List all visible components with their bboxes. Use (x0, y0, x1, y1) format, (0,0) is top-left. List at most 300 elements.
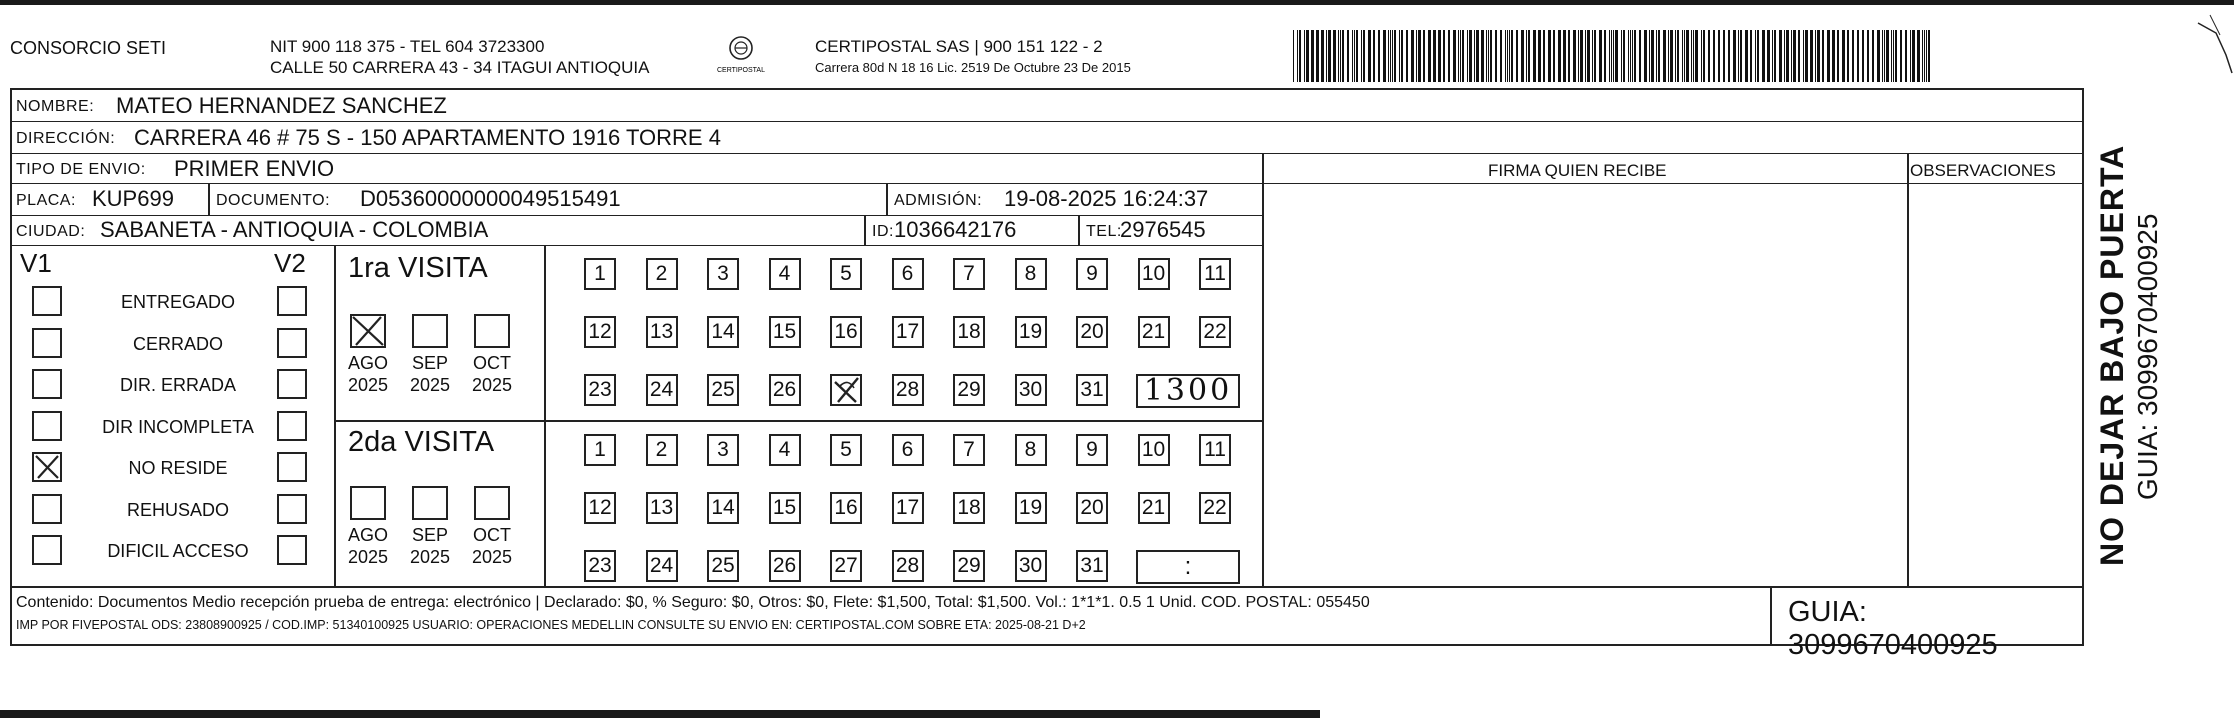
recipient-name: MATEO HERNANDEZ SANCHEZ (116, 93, 447, 118)
day-checkbox[interactable]: 7 (953, 434, 985, 466)
month-checkbox[interactable] (474, 486, 510, 520)
barcode (1293, 30, 1933, 82)
id-label: ID: (872, 223, 894, 240)
day-checkbox[interactable]: 16 (830, 316, 862, 348)
barcode-bar (1615, 30, 1618, 82)
barcode-bar (1793, 30, 1796, 82)
barcode-bar (1293, 30, 1294, 82)
barcode-bar (1368, 30, 1371, 82)
v1-checkbox[interactable] (32, 328, 62, 358)
barcode-bar (1708, 30, 1710, 82)
barcode-bar (1333, 30, 1336, 82)
day-checkbox[interactable]: 6 (892, 258, 924, 290)
barcode-bar (1822, 30, 1824, 82)
barcode-bar (1738, 30, 1739, 82)
name-label: NOMBRE: (16, 98, 95, 115)
barcode-bar (1548, 30, 1551, 82)
day-checkbox[interactable]: 26 (769, 550, 801, 582)
tel-value: 2976545 (1120, 217, 1206, 242)
day-checkbox[interactable]: 21 (1138, 316, 1170, 348)
city-value: SABANETA - ANTIOQUIA - COLOMBIA (100, 217, 489, 242)
barcode-bar (1867, 30, 1869, 82)
day-checkbox[interactable] (830, 374, 862, 406)
first-visit-title: 1ra VISITA (348, 252, 488, 284)
month-checkbox[interactable] (474, 314, 510, 348)
shipment-type-row (12, 154, 2084, 184)
day-checkbox[interactable]: 23 (584, 374, 616, 406)
day-checkbox[interactable]: 8 (1015, 258, 1047, 290)
barcode-bar (1668, 30, 1669, 82)
barcode-bar (1392, 30, 1393, 82)
month-checkbox[interactable] (412, 486, 448, 520)
barcode-bar (1490, 30, 1492, 82)
barcode-bar (1762, 30, 1765, 82)
barcode-bar (1658, 30, 1660, 82)
barcode-bar (1326, 30, 1327, 82)
barcode-bar (1563, 30, 1566, 82)
day-checkbox[interactable]: 31 (1076, 550, 1108, 582)
barcode-bar (1573, 30, 1576, 82)
barcode-bar (1670, 30, 1673, 82)
month-checkbox[interactable] (412, 314, 448, 348)
barcode-bar (1406, 30, 1408, 82)
reason-label: DIR. ERRADA (119, 375, 236, 395)
admission-label: ADMISIÓN: (894, 192, 983, 209)
day-checkbox[interactable]: 28 (892, 550, 924, 582)
month-label (401, 352, 459, 396)
barcode-bar (1733, 30, 1736, 82)
reason-label: REHUSADO (126, 499, 229, 520)
month-label (401, 524, 459, 568)
day-checkbox[interactable]: 10 (1138, 258, 1170, 290)
barcode-bar (1558, 30, 1561, 82)
delivery-form (10, 88, 2084, 661)
city-label: CIUDAD: (16, 223, 86, 240)
barcode-bar (1486, 30, 1487, 82)
barcode-bar (1538, 30, 1541, 82)
city-row (12, 216, 1262, 246)
barcode-bar (1526, 30, 1527, 82)
barcode-bar (1632, 30, 1633, 82)
barcode-bar (1568, 30, 1570, 82)
day-checkbox[interactable]: 14 (707, 316, 739, 348)
day-checkbox[interactable]: 15 (769, 492, 801, 524)
day-checkbox[interactable]: 25 (707, 550, 739, 582)
day-checkbox[interactable]: 19 (1015, 492, 1047, 524)
barcode-bar (1745, 30, 1748, 82)
certipostal-line: CERTIPOSTAL SAS | 900 151 122 - 2 (815, 37, 1103, 56)
day-checkbox[interactable]: 9 (1076, 434, 1108, 466)
barcode-bar (1609, 30, 1610, 82)
month-year: 2025 (409, 375, 451, 395)
barcode-bar (1328, 30, 1331, 82)
v1-checkbox[interactable] (32, 286, 62, 316)
v2-checkbox[interactable] (277, 328, 307, 358)
barcode-bar (1416, 30, 1417, 82)
barcode-bar (1827, 30, 1830, 82)
barcode-bar (1877, 30, 1880, 82)
observations-header: OBSERVACIONES (1910, 161, 2056, 180)
barcode-bar (1338, 30, 1339, 82)
day-checkbox[interactable]: 30 (1015, 374, 1047, 406)
barcode-bar (1842, 30, 1845, 82)
barcode-bar (1713, 30, 1715, 82)
side-warning: NO DEJAR BAJO PUERTA (2094, 144, 2130, 566)
day-checkbox[interactable]: 24 (646, 550, 678, 582)
barcode-bar (1857, 30, 1859, 82)
barcode-bar (1453, 30, 1456, 82)
imp-line: IMP POR FIVEPOSTAL ODS: 23808900925 / COD.IMP: 51340100925 USUARIO: OPERACIONES MEDELLIN CONSULTE SU ENVIO EN: CERTIPOSTAL.COM SOBRE ETA: 2025-08-21 D+2 (16, 618, 1086, 632)
barcode-bar (1767, 30, 1770, 82)
day-checkbox[interactable]: 5 (830, 434, 862, 466)
barcode-bar (1383, 30, 1386, 82)
barcode-bar (1401, 30, 1403, 82)
barcode-bar (1886, 30, 1889, 82)
barcode-bar (1686, 30, 1689, 82)
barcode-bar (1378, 30, 1380, 82)
time-box[interactable]: 1300 (1136, 374, 1240, 408)
v2-checkbox[interactable] (277, 494, 307, 524)
barcode-bar (1750, 30, 1752, 82)
barcode-bar (1342, 30, 1344, 82)
day-checkbox[interactable]: 14 (707, 492, 739, 524)
barcode-bar (1912, 30, 1915, 82)
barcode-bar (1872, 30, 1874, 82)
v2-checkbox[interactable] (277, 286, 307, 316)
barcode-bar (1297, 30, 1298, 82)
corner-fold-mark (2196, 5, 2234, 75)
shipment-type: PRIMER ENVIO (174, 156, 335, 181)
plate-value: KUP699 (92, 186, 174, 211)
barcode-bar (1594, 30, 1596, 82)
month-year: 2025 (471, 547, 513, 567)
barcode-bar (1621, 30, 1622, 82)
v2-label: V2 (274, 248, 306, 278)
barcode-bar (1460, 30, 1461, 82)
barcode-bar (1394, 30, 1396, 82)
name-row (12, 90, 2084, 122)
v1-label: V1 (20, 248, 52, 278)
barcode-bar (1639, 30, 1641, 82)
barcode-bar (1922, 30, 1923, 82)
day-checkbox[interactable]: 28 (892, 374, 924, 406)
barcode-bar (1728, 30, 1730, 82)
day-checkbox[interactable]: 21 (1138, 492, 1170, 524)
day-checkbox[interactable]: 20 (1076, 316, 1108, 348)
address-row (12, 122, 2084, 154)
month-year: 2025 (471, 375, 513, 395)
barcode-bar (1390, 30, 1391, 82)
day-checkbox[interactable]: 31 (1076, 374, 1108, 406)
barcode-bar (1893, 30, 1894, 82)
barcode-bar (1580, 30, 1583, 82)
day-checkbox[interactable]: 11 (1199, 258, 1231, 290)
barcode-bar (1832, 30, 1835, 82)
barcode-bar (1882, 30, 1883, 82)
recipient-address: CARRERA 46 # 75 S - 150 APARTAMENTO 1916 TORRE 4 (134, 125, 721, 150)
day-checkbox[interactable]: 22 (1199, 316, 1231, 348)
v1-checkbox[interactable] (32, 494, 62, 524)
day-checkbox[interactable]: 12 (584, 316, 616, 348)
barcode-bar (1352, 30, 1353, 82)
day-checkbox[interactable]: 6 (892, 434, 924, 466)
day-checkbox[interactable]: 13 (646, 492, 678, 524)
day-checkbox[interactable]: 18 (953, 316, 985, 348)
barcode-bar (1361, 30, 1362, 82)
barcode-bar (1691, 30, 1692, 82)
barcode-bar (1509, 30, 1510, 82)
plate-row (12, 184, 1262, 216)
barcode-bar (1611, 30, 1612, 82)
certipostal-logo (706, 32, 776, 78)
barcode-bar (1623, 30, 1625, 82)
barcode-bar (1905, 30, 1907, 82)
month-name: AGO (347, 353, 388, 373)
time-box[interactable]: : (1136, 550, 1240, 584)
v1-checkbox[interactable] (32, 369, 62, 399)
barcode-bar (1656, 30, 1657, 82)
plate-label: PLACA: (16, 192, 76, 209)
day-checkbox[interactable]: 24 (646, 374, 678, 406)
barcode-bar (1924, 30, 1925, 82)
barcode-bar (1784, 30, 1785, 82)
day-checkbox[interactable]: 17 (892, 492, 924, 524)
barcode-bar (1723, 30, 1725, 82)
day-checkbox[interactable]: 9 (1076, 258, 1108, 290)
admission-value: 19-08-2025 16:24:37 (1004, 186, 1209, 211)
barcode-bar (1469, 30, 1472, 82)
barcode-bar (1476, 30, 1479, 82)
barcode-bar (1891, 30, 1892, 82)
month-name: OCT (473, 525, 511, 545)
top-border-line (0, 0, 2234, 5)
barcode-bar (1772, 30, 1773, 82)
barcode-bar (1693, 30, 1694, 82)
month-name: SEP (411, 353, 449, 373)
bottom-border-line (0, 710, 1320, 718)
month-year: 2025 (409, 547, 451, 567)
barcode-bar (1399, 30, 1400, 82)
barcode-bar (1448, 30, 1450, 82)
day-checkbox[interactable]: 3 (707, 258, 739, 290)
barcode-bar (1798, 30, 1800, 82)
barcode-bar (1481, 30, 1484, 82)
reason-label: NO RESIDE (128, 458, 228, 478)
barcode-bar (1910, 30, 1911, 82)
barcode-bar (1604, 30, 1606, 82)
barcode-bar (1299, 30, 1301, 82)
barcode-bar (1774, 30, 1776, 82)
month-label (463, 524, 521, 568)
barcode-bar (1847, 30, 1849, 82)
month-name: AGO (347, 525, 388, 545)
tel-label: TEL: (1086, 223, 1122, 240)
barcode-bar (1505, 30, 1506, 82)
side-guide: GUIA: 3099670400925 (2132, 213, 2163, 500)
day-checkbox[interactable]: 11 (1199, 434, 1231, 466)
license-line: Carrera 80d N 18 16 Lic. 2519 De Octubre 23 De 2015 (815, 60, 1131, 75)
barcode-bar (1363, 30, 1365, 82)
barcode-bar (1511, 30, 1513, 82)
day-checkbox[interactable]: 22 (1199, 492, 1231, 524)
barcode-bar (1304, 30, 1305, 82)
barcode-bar (1347, 30, 1349, 82)
barcode-bar (1815, 30, 1816, 82)
barcode-bar (1321, 30, 1324, 82)
barcode-bar (1675, 30, 1676, 82)
barcode-bar (1500, 30, 1502, 82)
month-year: 2025 (347, 375, 389, 395)
month-name: OCT (473, 353, 511, 373)
day-checkbox[interactable]: 23 (584, 550, 616, 582)
barcode-bar (1926, 30, 1927, 82)
barcode-bar (1852, 30, 1854, 82)
barcode-bar (1837, 30, 1839, 82)
barcode-bar (1817, 30, 1820, 82)
month-name: SEP (411, 525, 449, 545)
day-checkbox[interactable]: 18 (953, 492, 985, 524)
barcode-bar (1528, 30, 1530, 82)
day-checkbox[interactable]: 2 (646, 258, 678, 290)
barcode-bar (1428, 30, 1431, 82)
barcode-bar (1578, 30, 1579, 82)
barcode-bar (1388, 30, 1389, 82)
month-checkbox[interactable] (350, 486, 386, 520)
barcode-bar (1755, 30, 1756, 82)
day-checkbox[interactable]: 2 (646, 434, 678, 466)
barcode-bar (1917, 30, 1920, 82)
barcode-bar (1900, 30, 1902, 82)
barcode-bar (1928, 30, 1930, 82)
day-checkbox[interactable]: 19 (1015, 316, 1047, 348)
barcode-bar (1411, 30, 1414, 82)
month-checkbox[interactable] (350, 314, 386, 348)
barcode-bar (1433, 30, 1436, 82)
barcode-bar (1553, 30, 1555, 82)
address-line: CALLE 50 CARRERA 43 - 34 ITAGUI ANTIOQUIA (270, 58, 650, 77)
v2-checkbox[interactable] (277, 369, 307, 399)
barcode-bar (1884, 30, 1885, 82)
barcode-bar (1495, 30, 1497, 82)
reason-label: DIFICIL ACCESO (107, 541, 249, 561)
barcode-bar (1757, 30, 1759, 82)
barcode-bar (1644, 30, 1647, 82)
day-checkbox[interactable]: 8 (1015, 434, 1047, 466)
day-checkbox[interactable]: 4 (769, 434, 801, 466)
barcode-bar (1373, 30, 1375, 82)
barcode-bar (1354, 30, 1355, 82)
day-checkbox[interactable]: 7 (953, 258, 985, 290)
barcode-bar (1628, 30, 1629, 82)
v2-checkbox[interactable] (277, 452, 307, 482)
day-checkbox[interactable]: 26 (769, 374, 801, 406)
barcode-bar (1740, 30, 1742, 82)
reason-label: DIR INCOMPLETA (102, 416, 254, 437)
document-label: DOCUMENTO: (216, 192, 331, 209)
barcode-bar (1703, 30, 1705, 82)
barcode-bar (1467, 30, 1468, 82)
barcode-bar (1682, 30, 1683, 82)
day-checkbox[interactable]: 25 (707, 374, 739, 406)
v1-checkbox[interactable] (32, 452, 62, 482)
day-checkbox[interactable]: 27 (830, 550, 862, 582)
month-label (463, 352, 521, 396)
barcode-bar (1786, 30, 1789, 82)
barcode-bar (1423, 30, 1425, 82)
content-line: Contenido: Documentos Medio recepción prueba de entrega: electrónico | Declarado: $0, % Seguro: $0, Otros: $0, Flete: $1,500, Total: $1,500. Vol.: 1*1*1. 0.5 1 Unid. COD. POSTAL: 055450 (16, 594, 1370, 611)
day-checkbox[interactable]: 1 (584, 258, 616, 290)
barcode-bar (1438, 30, 1441, 82)
v1-checkbox[interactable] (32, 411, 62, 441)
barcode-bar (1718, 30, 1720, 82)
barcode-bar (1663, 30, 1666, 82)
address-label: DIRECCIÓN: (16, 130, 116, 147)
barcode-bar (1311, 30, 1314, 82)
shipment-type-label: TIPO DE ENVIO: (16, 161, 146, 178)
signature-header: FIRMA QUIEN RECIBE (1488, 161, 1667, 180)
barcode-bar (1649, 30, 1650, 82)
day-checkbox[interactable]: 3 (707, 434, 739, 466)
barcode-bar (1443, 30, 1445, 82)
day-checkbox[interactable]: 30 (1015, 550, 1047, 582)
day-checkbox[interactable]: 1 (584, 434, 616, 466)
barcode-bar (1695, 30, 1698, 82)
v2-checkbox[interactable] (277, 535, 307, 565)
id-value: 1036642176 (894, 217, 1017, 242)
barcode-bar (1599, 30, 1602, 82)
barcode-bar (1521, 30, 1524, 82)
barcode-bar (1306, 30, 1309, 82)
day-checkbox[interactable]: 4 (769, 258, 801, 290)
barcode-bar (1895, 30, 1897, 82)
day-checkbox[interactable]: 15 (769, 316, 801, 348)
barcode-bar (1810, 30, 1813, 82)
document-value: D05360000000049515491 (360, 186, 621, 211)
day-checkbox[interactable]: 12 (584, 492, 616, 524)
barcode-bar (1677, 30, 1679, 82)
day-checkbox[interactable]: 10 (1138, 434, 1170, 466)
v1-checkbox[interactable] (32, 535, 62, 565)
barcode-bar (1356, 30, 1358, 82)
day-checkbox[interactable]: 29 (953, 550, 985, 582)
barcode-bar (1516, 30, 1518, 82)
day-checkbox[interactable]: 16 (830, 492, 862, 524)
v2-checkbox[interactable] (277, 411, 307, 441)
logo-text: CERTIPOSTAL (717, 67, 765, 74)
barcode-bar (1779, 30, 1782, 82)
day-checkbox[interactable]: 5 (830, 258, 862, 290)
barcode-bar (1684, 30, 1685, 82)
reason-label: CERRADO (132, 333, 223, 354)
footer-guide: GUIA: 3099670400925 (1788, 596, 1998, 661)
barcode-bar (1474, 30, 1475, 82)
barcode-bar (1701, 30, 1702, 82)
day-checkbox[interactable]: 13 (646, 316, 678, 348)
barcode-bar (1803, 30, 1804, 82)
barcode-bar (1543, 30, 1545, 82)
month-label (339, 352, 397, 396)
company-name: CONSORCIO SETI (10, 38, 167, 58)
barcode-bar (1507, 30, 1508, 82)
barcode-bar (1805, 30, 1808, 82)
barcode-bar (1462, 30, 1464, 82)
day-checkbox[interactable]: 29 (953, 374, 985, 406)
barcode-bar (1340, 30, 1341, 82)
barcode-bar (1587, 30, 1590, 82)
month-label (339, 524, 397, 568)
day-checkbox[interactable]: 17 (892, 316, 924, 348)
day-checkbox[interactable]: 20 (1076, 492, 1108, 524)
